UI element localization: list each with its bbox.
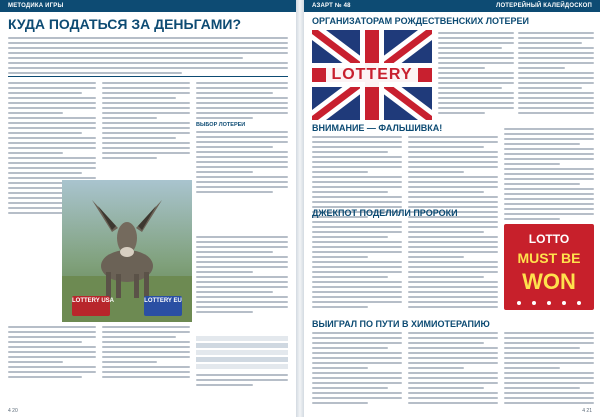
donkey-photo [62, 180, 192, 322]
christmas-text-col-2 [518, 32, 594, 117]
jackpot-text-col-2 [408, 221, 498, 311]
ticket-line-2: MUST BE [517, 250, 581, 266]
headline-christmas-lotteries: ОРГАНИЗАТОРАМ РОЖДЕСТВЕНСКИХ ЛОТЕРЕЙ [312, 17, 530, 26]
ticket-line-3: WON [522, 269, 576, 294]
lotto-must-be-won-image [504, 224, 594, 310]
jackpot-text-col-1 [312, 221, 402, 311]
spread-gutter [296, 0, 304, 417]
left-running-header [0, 0, 296, 12]
right-running-header [304, 0, 600, 12]
left-page [0, 0, 296, 417]
fake-text-col-3 [504, 128, 594, 223]
body-column-2b [102, 326, 190, 381]
body-column-2 [102, 82, 190, 162]
body-column-1b [8, 326, 96, 381]
headline-prophets-jackpot: ДЖЕКПОТ ПОДЕЛИЛИ ПРОРОКИ [312, 209, 458, 218]
article-headline: КУДА ПОДАТЬСЯ ЗА ДЕНЬГАМИ? [8, 17, 242, 32]
headline-fake-warning: ВНИМАНИЕ — ФАЛЬШИВКА! [312, 124, 443, 133]
divider [8, 76, 288, 77]
article-intro [8, 37, 288, 77]
ticket-line-1: LOTTO [528, 232, 570, 246]
chemo-text-col-2 [408, 332, 498, 407]
body-column-3c [196, 236, 288, 316]
right-page-folio: 4 21 [582, 408, 592, 414]
subhead-lottery-choice: ВЫБОР ЛОТЕРЕИ [196, 122, 246, 128]
badge-lottery-usa: LOTTERY USA [72, 296, 110, 316]
headline-chemo-win: ВЫИГРАЛ ПО ПУТИ В ХИМИОТЕРАПИЮ [312, 320, 490, 329]
body-column-3d [196, 374, 288, 389]
christmas-text-col-1 [438, 32, 514, 117]
flag-lottery-word: LOTTERY [331, 66, 413, 83]
right-page [304, 0, 600, 417]
issue-label: АЗАРТ № 48 [312, 3, 351, 9]
body-column-3b [196, 131, 288, 196]
section-label: МЕТОДИКА ИГРЫ [8, 3, 64, 9]
chemo-text-col-3 [504, 332, 594, 407]
body-column-3 [196, 82, 288, 122]
section-label: ЛОТЕРЕЙНЫЙ КАЛЕЙДОСКОП [496, 3, 592, 9]
badge-lottery-eu: LOTTERY EU [144, 296, 182, 316]
left-page-folio: 4 20 [8, 408, 18, 414]
ticket-stars-icon [504, 298, 594, 308]
chemo-text-col-1 [312, 332, 402, 407]
uk-flag-photo [312, 30, 432, 120]
